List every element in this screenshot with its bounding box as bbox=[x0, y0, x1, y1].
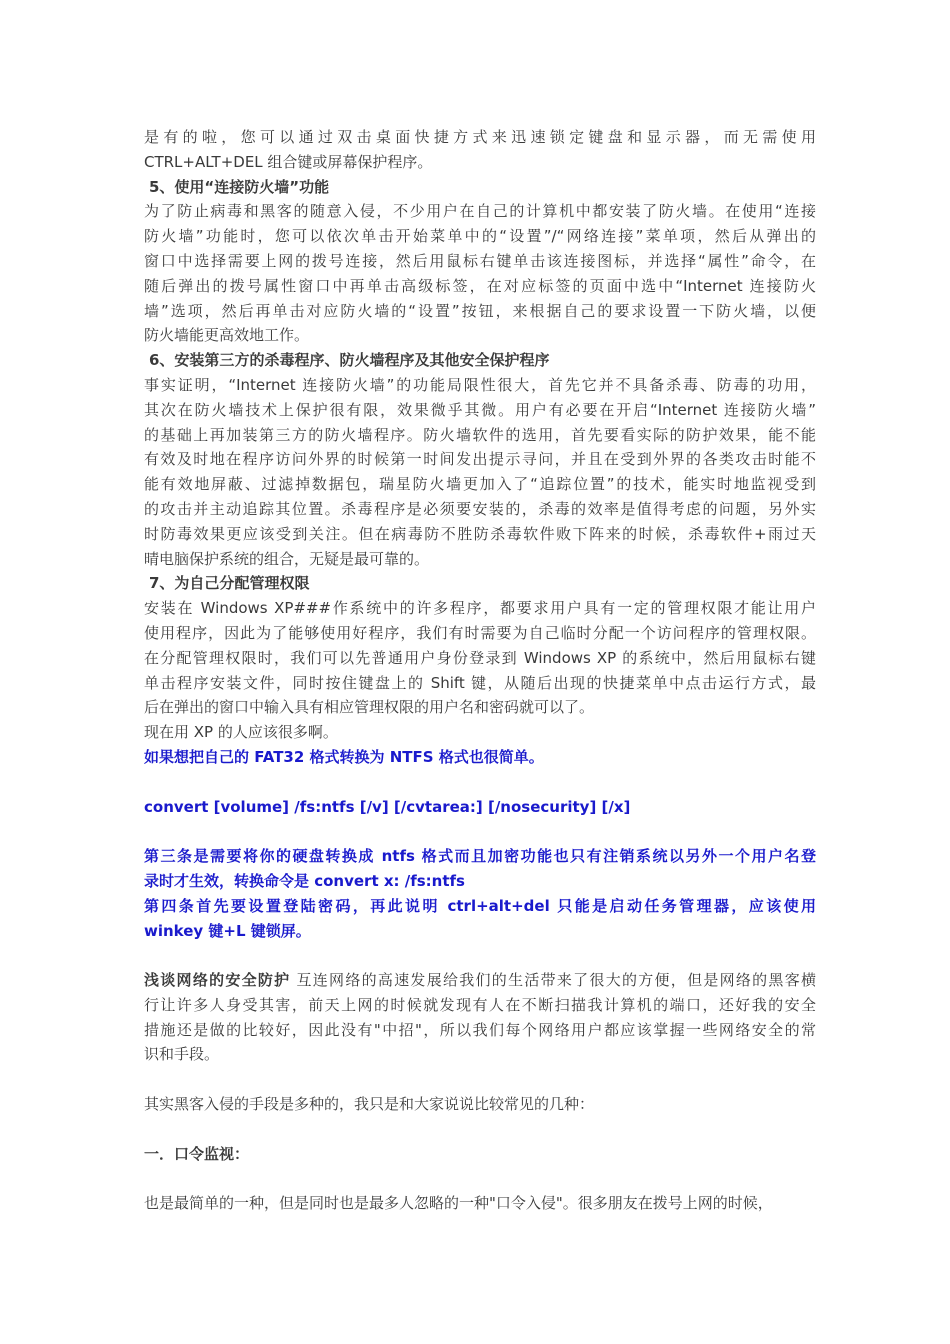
spacer bbox=[144, 1117, 816, 1142]
paragraph-line: 窗口中选择需要上网的拨号连接，然后用鼠标右键单击该连接图标，并选择“属性”命令，在 bbox=[144, 251, 816, 270]
paragraph-line: 识和手段。 bbox=[144, 1045, 220, 1064]
paragraph-line: 在分配管理权限时，我们可以先普通用户身份登录到 Windows XP 的系统中，然后用鼠标右键 bbox=[144, 648, 816, 667]
paragraph-line: 的基础上再加装第三方的防火墙程序。防火墙软件的选用，首先要看实际的防护效果，能不能 bbox=[144, 425, 816, 444]
paragraph-line: 晴电脑保护系统的组合，无疑是最可靠的。 bbox=[144, 549, 430, 568]
paragraph-line: 有效及时地在程序访问外界的时候第一时间发出提示寻问，并且在受到外界的各类攻击时能不 bbox=[144, 450, 816, 469]
paragraph-line: 墙”选项，然后再单击对应防火墙的“设置”按钮，来根据自己的要求设置一下防火墙，以便 bbox=[144, 301, 816, 320]
paragraph-line: 事实证明，“Internet 连接防火墙”的功能局限性很大，首先它并不具备杀毒、防毒的功用， bbox=[144, 375, 816, 394]
paragraph-line: 能有效地屏蔽、过滤掉数据包，瑞星防火墙更加入了“追踪位置”的技术，能实时地监视受到 bbox=[144, 475, 816, 494]
highlight-line: winkey 键+L 键锁屏。 bbox=[144, 921, 311, 940]
highlight-line: 第三条是需要将你的硬盘转换成 ntfs 格式而且加密功能也只有注销系统以另外一个用户名登 bbox=[144, 847, 816, 866]
paragraph-line: 的攻击并主动追踪其位置。杀毒程序是必须要安装的，杀毒的效率是值得考虑的问题，另外实 bbox=[144, 499, 816, 518]
paragraph-line: 为了防止病毒和黑客的随意入侵，不少用户在自己的计算机中都安装了防火墙。在使用“连接 bbox=[144, 202, 816, 221]
paragraph-line: 后在弹出的窗口中输入具有相应管理权限的用户名和密码就可以了。 bbox=[144, 698, 595, 717]
paragraph-line: 行让许多人身受其害，前天上网的时候就发现有人在不断扫描我计算机的端口，还好我的安全 bbox=[144, 995, 816, 1014]
paragraph-line: 时防毒效果更应该受到关注。但在病毒防不胜防杀毒软件败下阵来的时候，杀毒软件+雨过天 bbox=[144, 524, 816, 543]
highlight-line: 第四条首先要设置登陆密码，再此说明 ctrl+alt+del 只能是启动任务管理器，应该使用 bbox=[144, 896, 816, 915]
command-line: convert [volume] /fs:ntfs [/v] [/cvtarea:] [/nosecurity] [/x] bbox=[144, 797, 631, 816]
paragraph-text: 互连网络的高速发展给我们的生活带来了很大的方便，但是网络的黑客横 bbox=[290, 971, 816, 990]
paragraph-line: 措施还是做的比较好，因此没有"中招"，所以我们每个网络用户都应该掌握一些网络安全的常 bbox=[144, 1020, 816, 1039]
highlight-line: 如果想把自己的 FAT32 格式转换为 NTFS 格式也很简单。 bbox=[144, 747, 544, 766]
article-title: 浅谈网络的安全防护 bbox=[144, 971, 291, 990]
paragraph-line: 防火墙能更高效地工作。 bbox=[144, 326, 310, 345]
spacer bbox=[144, 770, 816, 795]
article-first-line bbox=[144, 968, 816, 993]
spacer bbox=[144, 1166, 816, 1191]
paragraph-line: 是有的啦，您可以通过双击桌面快捷方式来迅速锁定键盘和显示器，而无需使用 bbox=[144, 128, 816, 146]
paragraph-line: 防火墙”功能时，您可以依次单击开始菜单中的“设置”/“网络连接”菜单项，然后从弹出的 bbox=[144, 227, 816, 246]
spacer bbox=[144, 943, 816, 968]
paragraph-line: 安装在 Windows XP###作系统中的许多程序，都要求用户具有一定的管理权限才能让用户 bbox=[144, 599, 816, 618]
paragraph-line: 随后弹出的拨号属性窗口中再单击高级标签，在对应标签的页面中选中“Internet 连接防火 bbox=[144, 276, 816, 295]
paragraph-line: 使用程序，因此为了能够使用好程序，我们有时需要为自己临时分配一个访问程序的管理权限。 bbox=[144, 623, 816, 642]
section-heading: 5、使用“连接防火墙”功能 bbox=[149, 177, 330, 196]
paragraph-line: 现在用 XP 的人应该很多啊。 bbox=[144, 723, 338, 742]
spacer bbox=[144, 1067, 816, 1092]
highlight-line: 录时才生效，转换命令是 convert x: /fs:ntfs bbox=[144, 871, 465, 890]
section-heading: 一．口令监视： bbox=[144, 1144, 250, 1163]
spacer bbox=[144, 819, 816, 844]
document-page bbox=[144, 125, 816, 1216]
section-heading: 6、安装第三方的杀毒程序、防火墙程序及其他安全保护程序 bbox=[149, 351, 550, 370]
paragraph-line: 其次在防火墙技术上保护很有限，效果微乎其微。用户有必要在开启“Internet 连接防火墙” bbox=[144, 400, 816, 419]
paragraph-line: 单击程序安装文件，同时按住键盘上的 Shift 键，从随后出现的快捷菜单中点击运行方式，最 bbox=[144, 673, 816, 692]
section-heading: 7、为自己分配管理权限 bbox=[149, 574, 310, 593]
paragraph-line: 也是最简单的一种，但是同时也是最多人忽略的一种"口令入侵"。很多朋友在拨号上网的时候， bbox=[144, 1194, 773, 1213]
paragraph-line: 其实黑客入侵的手段是多种的，我只是和大家说说比较常见的几种： bbox=[144, 1095, 595, 1114]
paragraph-line: CTRL+ALT+DEL 组合键或屏幕保护程序。 bbox=[144, 152, 433, 171]
